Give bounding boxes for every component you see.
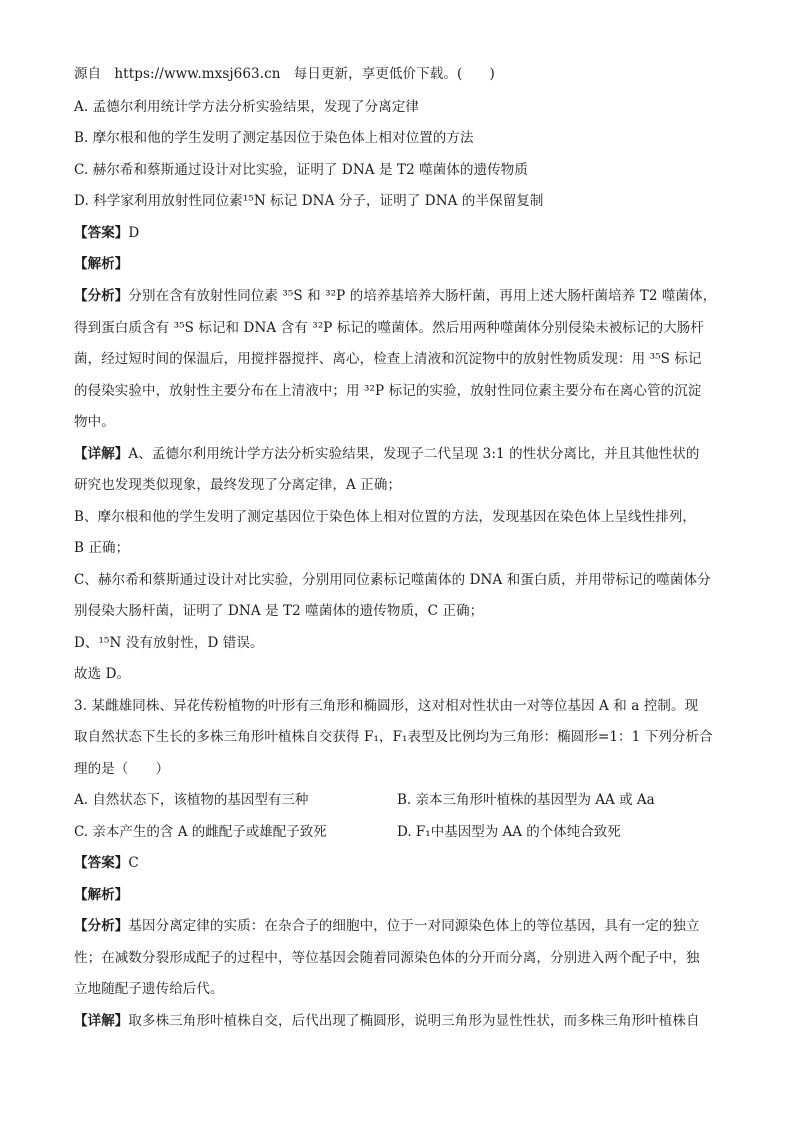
- q2-jiexi-line: [74, 254, 128, 274]
- q2-answer-tag: 【答案】: [74, 225, 129, 241]
- q3-option-b: B. 亲本三角形叶植株的基因型为 AA 或 Aa: [397, 792, 655, 808]
- q2-xiangjie-line-2: 研究也发现类似现象，最终发现了分离定律，A 正确；: [74, 477, 402, 493]
- q2-xiangjie-line-5: C、赫尔希和蔡斯通过设计对比实验，分别用同位素标记噬菌体的 DNA 和蛋白质，并用带标记的噬菌体分: [74, 572, 711, 588]
- q2-fenxi-text-1: 分别在含有放射性同位素 ³⁵S 和 ³²P 的培养基培养大肠杆菌，再用上述大肠杆菌培养 T2 噬菌体，: [128, 288, 717, 304]
- q2-xiangjie-line-1: [74, 444, 699, 464]
- q3-fenxi-tag: 【分析】: [74, 918, 129, 934]
- q3-option-c: C. 亲本产生的含 A 的雌配子或雄配子致死: [74, 824, 327, 840]
- source-suffix: 每日更新，享更低价下载。( ): [293, 66, 495, 82]
- q2-xiangjie-line-4: B 正确；: [74, 540, 130, 556]
- source-url[interactable]: https://www.mxsj663.cn: [114, 66, 281, 82]
- q2-fenxi-line-3: 菌，经过短时间的保温后，用搅拌器搅拌、离心，检查上清液和沉淀物中的放射性物质发现：用 ³⁵S 标记: [74, 351, 702, 367]
- header-line: [74, 64, 495, 84]
- q3-xiangjie-text-1: 取多株三角形叶植株自交，后代出现了椭圆形，说明三角形为显性性状，而多株三角形叶植株自: [128, 1013, 700, 1029]
- q3-option-a: A. 自然状态下，该植物的基因型有三种: [74, 792, 309, 808]
- q3-xiangjie-tag: 【详解】: [74, 1013, 129, 1029]
- q2-xiangjie-line-7: D、¹⁵N 没有放射性，D 错误。: [74, 635, 264, 651]
- q2-xiangjie-text-1: A、孟德尔利用统计学方法分析实验结果，发现子二代呈现 3:1 的性状分离比，并且其他性状的: [128, 446, 700, 462]
- q2-xiangjie-tag: 【详解】: [74, 446, 129, 462]
- q3-xiangjie-line-1: [74, 1011, 700, 1031]
- q3-answer-line: [74, 853, 139, 873]
- q2-option-a: A. 孟德尔利用统计学方法分析实验结果，发现了分离定律: [74, 99, 420, 115]
- q3-fenxi-line-2: 性；在减数分裂形成配子的过程中，等位基因会随着同源染色体的分开而分离，分别进入两个配子中，独: [74, 950, 700, 966]
- q2-fenxi-line-4: 的侵染实验中，放射性主要分布在上清液中；用 ³²P 标记的实验，放射性同位素主要分布在离心管的沉淀: [74, 383, 702, 399]
- q3-answer-tag: 【答案】: [74, 855, 129, 871]
- q3-jiexi-tag: 【解析】: [74, 887, 129, 903]
- q2-option-d: D. 科学家利用放射性同位素¹⁵N 标记 DNA 分子，证明了 DNA 的半保留复制: [74, 193, 544, 209]
- q2-answer-line: [74, 223, 139, 243]
- q2-xiangjie-line-6: 别侵染大肠杆菌，证明了 DNA 是 T2 噬菌体的遗传物质，C 正确；: [74, 603, 484, 619]
- q3-fenxi-line-3: 立地随配子遗传给后代。: [74, 981, 224, 997]
- q3-stem-line-2: 取自然状态下生长的多株三角形叶植株自交获得 F₁，F₁表型及比例均为三角形：椭圆形=1：1 下列分析合: [74, 729, 713, 745]
- q3-fenxi-line-1: [74, 916, 700, 936]
- q2-fenxi-line-2: 得到蛋白质含有 ³⁵S 标记和 DNA 含有 ³²P 标记的噬菌体。然后用两种噬菌体分别侵染未被标记的大肠杆: [74, 320, 705, 336]
- q2-xiangjie-line-3: B、摩尔根和他的学生发明了测定基因位于染色体上相对位置的方法，发现基因在染色体上呈线性排列，: [74, 509, 697, 525]
- q2-jiexi-tag: 【解析】: [74, 256, 129, 272]
- q2-option-b: B. 摩尔根和他的学生发明了测定基因位于染色体上相对位置的方法: [74, 130, 474, 146]
- q3-stem-line-3: 理的是（ ）: [74, 761, 170, 777]
- q2-fenxi-line-1: [74, 286, 716, 306]
- q2-fenxi-tag: 【分析】: [74, 288, 129, 304]
- q3-jiexi-line: [74, 885, 128, 905]
- q2-xiangjie-line-8: 故选 D。: [74, 666, 131, 682]
- source-prefix: 源自: [74, 66, 102, 82]
- q3-option-d: D. F₁中基因型为 AA 的个体纯合致死: [397, 824, 621, 840]
- q3-stem-line-1: 3. 某雌雄同株、异花传粉植物的叶形有三角形和椭圆形，这对相对性状由一对等位基因 A 和 a 控制。现: [74, 698, 699, 714]
- q2-option-c: C. 赫尔希和蔡斯通过设计对比实验，证明了 DNA 是 T2 噬菌体的遗传物质: [74, 162, 528, 178]
- q3-answer: C: [128, 855, 139, 871]
- q3-fenxi-text-1: 基因分离定律的实质：在杂合子的细胞中，位于一对同源染色体上的等位基因，具有一定的独立: [128, 918, 700, 934]
- q2-fenxi-line-5: 物中。: [74, 414, 115, 430]
- q2-answer: D: [128, 225, 140, 241]
